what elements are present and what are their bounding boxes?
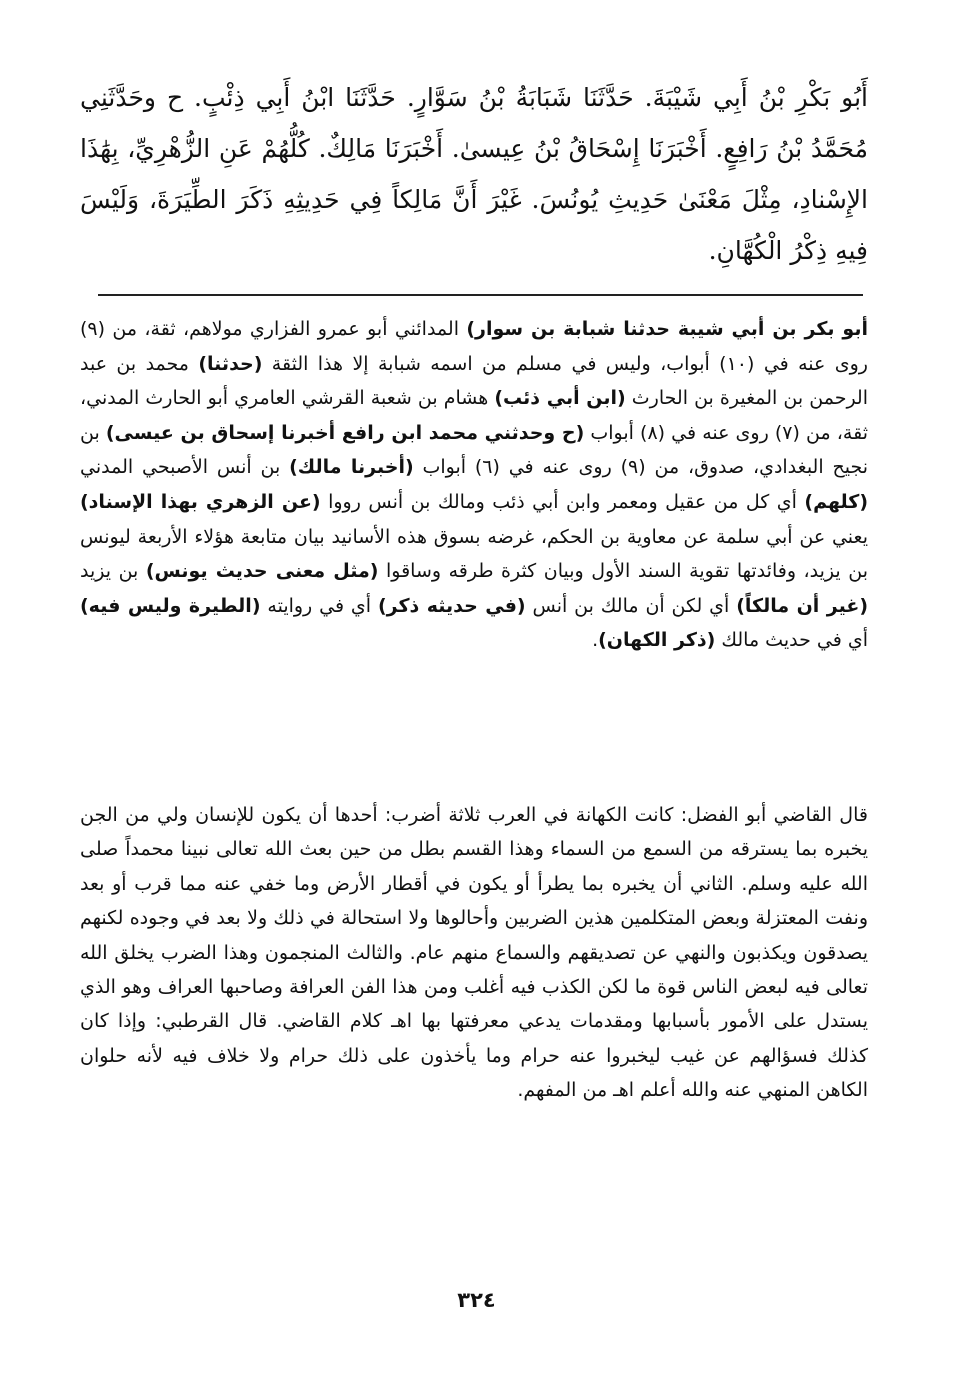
commentary-text-8: بن يزيد [80,560,146,583]
commentary-text-9: أي لكن أن مالك بن أنس [525,594,737,617]
commentary-paragraph [80,312,868,658]
page-number: ٣٢٤ [457,1288,496,1312]
commentary-text-3: هشام بن شعبة القرشي العامري أبو الحارث المدني، ثقة، من (٧) روى عنه في (٨) أبواب [80,387,868,444]
commentary-bold-5: (أخبرنا مالك) [289,456,414,479]
commentary-bold-9: (غير أن مالكاً) [736,594,868,617]
qadi-note-paragraph: قال القاضي أبو الفضل: كانت الكهانة في العرب ثلاثة أضرب: أحدها أن يكون للإنسان ولي من الجن يخبره بما يسترقه من السمع من السماء وهذا القسم بطل من حين بعث الله تعالى نبينا محمداً صلى الله عليه وسلم. الثاني أن يخبره بما يطرأ أو يكون في أقطار الأرض وما خفي عنه مما قرب أو بعد ونفت المعتزلة وبعض المتكلمين هذين الضربين وأحالوها ولا استحالة في ذلك ولا بعد في وجوده لكنهم يصدقون ويكذبون والنهي عن تصديقهم والسماع منهم عام. والثالث المنجمون وهذا الضرب يخلق الله تعالى فيه لبعض الناس قوة ما لكن الكذب فيه أغلب ومن هذا الفن العرافة وصاحبها العراف وهو الذي يستدل على الأمور بأسبابها ومقدمات يدعي معرفتها بها اهـ كلام القاضي. قال القرطبي: وإذا كان كذلك فسؤالهم عن غيب ليخبروا عنه حرام وما يأخذون على ذلك حرام ولا خلاف فيه لأنه حلوان الكاهن المنهي عنه والله أعلم اهـ من المفهم. [80,804,868,1102]
commentary-bold-8: (مثل معنى حديث يونس) [145,560,379,583]
commentary-bold-6: (كلهم) [804,490,869,513]
commentary-bold-2: (حدثنا) [198,352,263,375]
commentary-bold-1: أبو بكر بن أبي شيبة حدثنا شبابة بن سوار) [466,318,868,340]
footnote-divider [98,294,863,296]
commentary-bold-10: (في حديثه ذكر) [377,594,526,617]
commentary-bold-3: (ابن أبي ذئب) [494,387,626,410]
commentary-text-7: يعني عن أبي سلمة عن معاوية بن الحكم، غرضه بسوق هذه الأسانيد بيان متابعة هؤلاء الأربعة ليونس بن يزيد، وفائدتها تقوية السند الأول وبيان كثرة طرقه وساقوا [80,525,868,583]
commentary-bold-4: (ح وحدثني محمد ابن رافع أخبرنا إسحاق بن عيسى) [105,421,585,444]
commentary-text-4: بن نجيح البغدادي، صدوق، من (٩) روى عنه في (٦) أبواب [80,421,869,479]
commentary-bold-7: (عن الزهري بهذا الإسناد) [80,490,321,513]
commentary-bold-12: (ذكر الكهان) [598,629,716,652]
commentary-text-2: محمد بن عبد الرحمن بن المغيرة بن الحارث [80,352,868,410]
commentary-text-6: أي كل من عقيل ومعمر وابن أبي ذئب ومالك بن أنس رووا [320,490,805,513]
hadith-text: أَبُو بَكْرِ بْنُ أَبِي شَيْبَةَ. حَدَّثَنَا شَبَابَةُ بْنُ سَوَّارٍ. حَدَّثَنَا ابْنُ أَبِي ذِئْبٍ. ح وحَدَّثَنِي مُحَمَّدُ بْنُ رَافِعٍ. أَخْبَرَنَا إِسْحَاقُ بْنُ عِيسىٰ. أَخْبَرَنَا مَالِكٌ. كُلُّهُمْ عَنِ الزُّهْرِيِّ، بِهَٰذَا الإِسْنادِ، مِثْلَ مَعْنَىٰ حَدِيثِ يُونُسَ. غَيْرَ أَنَّ مَالِكاً فِي حَدِيثِهِ ذَكَرَ الطِّيَرَةَ، وَلَيْسَ فِيهِ ذِكْرُ الْكُهَّانِ. [80,83,868,265]
commentary-text-11: أي في حديث مالك [715,629,868,652]
commentary-text-10: أي في روايته [260,594,378,617]
commentary-text-12: . [592,629,599,652]
commentary-text-1: المدائني أبو عمرو الفزاري مولاهم، ثقة، من (٩) روى عنه في (١٠) أبواب، وليس في مسلم من اسمه شبابة إلا هذا الثقة [80,318,868,375]
commentary-text-5: بن أنس الأصبحي المدني [80,456,290,479]
commentary-bold-11: (الطيرة وليس فيه) [80,594,261,617]
